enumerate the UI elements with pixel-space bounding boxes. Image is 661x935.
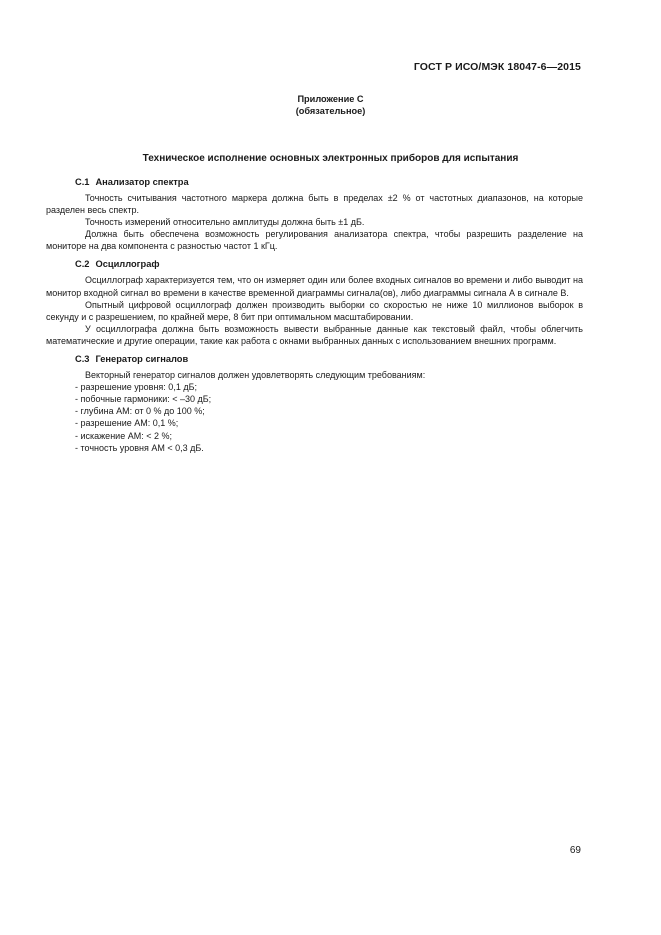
list-item: - точность уровня АМ < 0,3 дБ. (75, 442, 204, 453)
list-item: - искажение АМ: < 2 %; (75, 430, 172, 441)
annex-label: Приложение С (297, 94, 364, 104)
section-title: Осциллограф (95, 259, 160, 270)
annex-body (46, 176, 583, 460)
section-title: Генератор сигналов (95, 354, 189, 365)
section-number: С.1 (75, 177, 90, 187)
paragraph: Опытный цифровой осциллограф должен производить выборки со скоростью не ниже 10 миллионов выборок в секунду и с разрешением, по крайней мере, 8 бит при оптимальном масштабировании. (46, 299, 583, 322)
section-number: С.3 (75, 354, 90, 365)
paragraph: Должна быть обеспечена возможность регулирования анализатора спектра, чтобы разрешить разделение на мониторе на два компонента с разностью частот 1 кГц. (46, 229, 583, 252)
requirements-list (75, 381, 583, 454)
section-oscilloscope (46, 258, 583, 347)
section-heading (75, 176, 583, 188)
annex-title: Техническое исполнение основных электронных приборов для испытания (142, 153, 519, 164)
section-heading (75, 258, 583, 270)
list-item: - побочные гармоники: < –30 дБ; (75, 394, 212, 405)
page-number: 69 (569, 845, 581, 856)
paragraph: Точность измерений относительно амплитуды должна быть ±1 дБ. (85, 217, 365, 228)
section-title: Анализатор спектра (95, 177, 189, 187)
paragraph: У осциллографа должна быть возможность вывести выбранные данные как текстовый файл, чтобы облегчить математические и другие операции, такие как работа с окнами выбранных данных с использованием внешних программ. (46, 323, 583, 346)
paragraph: Точность считывания частотного маркера должна быть в пределах ±2 % от частотных диапазонов, на которые разделен весь спектр. (46, 193, 583, 216)
list-item: - разрешение уровня: 0,1 дБ; (75, 382, 197, 393)
annex-status: (обязательное) (295, 106, 366, 116)
list-item: - разрешение АМ: 0,1 %; (75, 418, 179, 429)
section-number: С.2 (75, 259, 90, 270)
document-code: ГОСТ Р ИСО/МЭК 18047-6—2015 (413, 61, 581, 73)
annex-heading (0, 93, 661, 117)
section-spectrum-analyzer (46, 176, 583, 252)
list-item: - глубина АМ: от 0 % до 100 %; (75, 406, 205, 417)
section-heading (75, 353, 583, 365)
section-text (46, 274, 583, 347)
section-text (46, 369, 583, 381)
paragraph: Векторный генератор сигналов должен удовлетворять следующим требованиям: (85, 370, 426, 381)
paragraph: Осциллограф характеризуется тем, что он измеряет один или более входных сигналов во времени и либо выводит на монитор входной сигнал во времени в качестве временной диаграммы сигнала(ов), либо диаграммы сигнала А в сигнале В. (46, 275, 583, 298)
section-text (46, 192, 583, 252)
section-signal-generator (75, 353, 583, 454)
